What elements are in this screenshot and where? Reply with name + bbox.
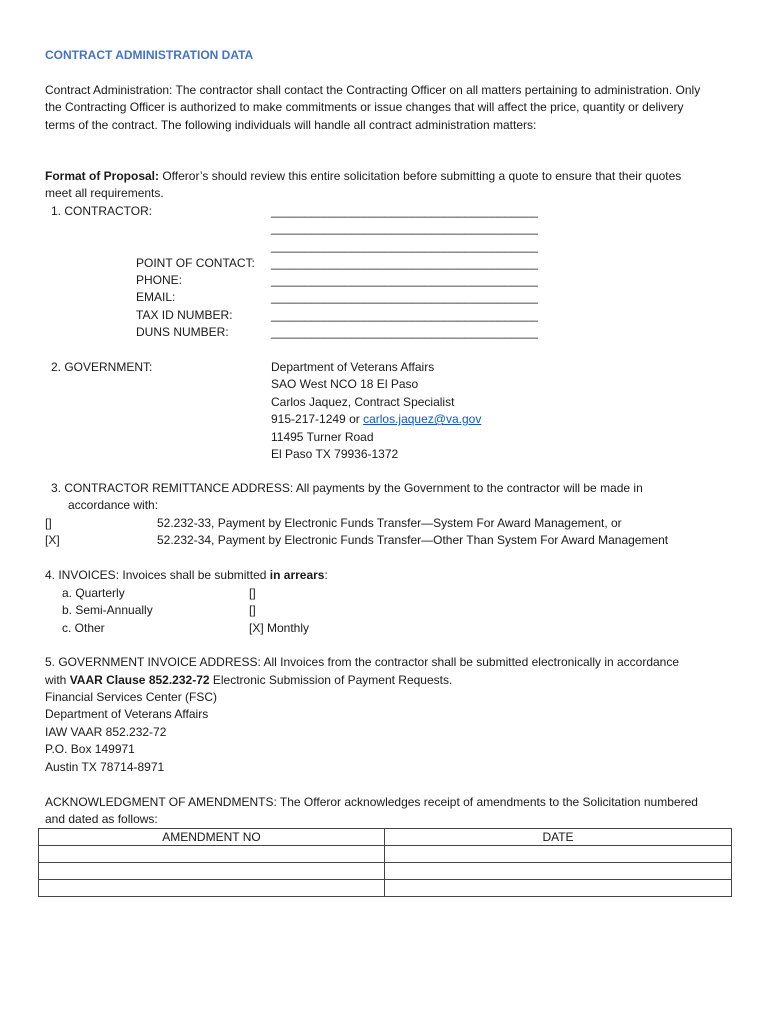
blank-point-of-contact: ________________________________________: [271, 256, 538, 270]
table-row: [39, 846, 732, 863]
invoice-option-semi-annually-mark: []: [249, 603, 256, 617]
remittance-line-2: accordance with:: [68, 498, 159, 512]
invoice-option-semi-annually: b. Semi-Annually: [62, 603, 153, 617]
field-point-of-contact: POINT OF CONTACT:: [136, 256, 255, 270]
gov-street: 11495 Turner Road: [271, 430, 374, 444]
table-row: [39, 863, 732, 880]
date-cell[interactable]: [385, 846, 732, 863]
table-header-row: [39, 829, 732, 846]
gov-agency: Department of Veterans Affairs: [271, 360, 435, 374]
page-title: CONTRACT ADMINISTRATION DATA: [45, 48, 254, 62]
fsc-po-box: P.O. Box 149971: [45, 742, 135, 756]
gov-office: SAO West NCO 18 El Paso: [271, 377, 419, 391]
gov-contact: Carlos Jaquez, Contract Specialist: [271, 395, 455, 409]
invoice-option-quarterly: a. Quarterly: [62, 586, 125, 600]
format-text: Offeror’s should review this entire solicitation before submitting a quote to ensure that their quotes meet all requirements.: [45, 169, 682, 201]
contractor-heading: 1. CONTRACTOR:: [51, 204, 153, 218]
invoices-heading-text: 4. INVOICES: Invoices shall be submitted: [45, 568, 270, 582]
invoice-option-other: c. Other: [62, 621, 105, 635]
contractor-blank-1: ________________________________________: [271, 204, 538, 218]
col-amendment-no: AMENDMENT NO: [39, 829, 385, 846]
blank-email: ________________________________________: [271, 290, 538, 304]
fsc-department: Department of Veterans Affairs: [45, 707, 209, 721]
fsc-city: Austin TX 78714-8971: [45, 760, 165, 774]
intro-paragraph: Contract Administration: The contractor shall contact the Contracting Officer on all matters pertaining to administration. Only the Contracting Officer is authorized to make commitments or issue changes that will affect the price, quantity or delivery terms of the contract. The following individuals will handle all contract administration matters:: [45, 83, 701, 132]
amendment-no-cell[interactable]: [39, 863, 385, 880]
amendments-table: [38, 828, 732, 897]
gov-phone-email: [271, 411, 481, 428]
vaar-clause: VAAR Clause 852.232-72: [69, 673, 210, 687]
invoice-address-post: Electronic Submission of Payment Requests.: [209, 673, 453, 687]
format-label: Format of Proposal:: [45, 169, 160, 183]
remittance-option-2-mark: [X]: [45, 533, 60, 547]
invoice-option-other-mark: [X] Monthly: [249, 621, 310, 635]
date-cell[interactable]: [385, 863, 732, 880]
field-duns: DUNS NUMBER:: [136, 325, 229, 339]
invoice-address-line-2: [45, 672, 452, 689]
field-tax-id: TAX ID NUMBER:: [136, 308, 233, 322]
invoices-heading: [45, 567, 328, 584]
remittance-line-1: 3. CONTRACTOR REMITTANCE ADDRESS: All payments by the Government to the contractor will be made in: [51, 481, 643, 495]
remittance-option-2-text: 52.232-34, Payment by Electronic Funds Transfer—Other Than System For Award Management: [157, 533, 669, 547]
invoice-option-quarterly-mark: []: [249, 586, 256, 600]
amendment-no-cell[interactable]: [39, 846, 385, 863]
blank-duns: ________________________________________: [271, 325, 538, 339]
acknowledgment-text: ACKNOWLEDGMENT OF AMENDMENTS: The Offeror acknowledges receipt of amendments to the Solicitation numbered and dated as follows:: [45, 795, 698, 827]
gov-email-link[interactable]: carlos.jaquez@va.gov: [363, 412, 482, 426]
invoice-address-pre: with: [45, 673, 70, 687]
remittance-option-1-mark: []: [45, 516, 52, 530]
invoices-heading-bold: in arrears: [269, 568, 325, 582]
table-row: [39, 880, 732, 897]
government-heading: 2. GOVERNMENT:: [51, 360, 153, 374]
gov-phone: 915-217-1249 or: [271, 412, 364, 426]
fsc-name: Financial Services Center (FSC): [45, 690, 218, 704]
col-date: DATE: [385, 829, 732, 846]
blank-tax-id: ________________________________________: [271, 308, 538, 322]
fsc-iaw: IAW VAAR 852.232-72: [45, 725, 167, 739]
invoices-heading-end: :: [324, 568, 328, 582]
remittance-option-1-text: 52.232-33, Payment by Electronic Funds Transfer—System For Award Management, or: [157, 516, 622, 530]
amendment-no-cell[interactable]: [39, 880, 385, 897]
field-phone: PHONE:: [136, 273, 183, 287]
gov-city: El Paso TX 79936-1372: [271, 447, 399, 461]
contractor-blank-2: ________________________________________: [271, 221, 538, 235]
date-cell[interactable]: [385, 880, 732, 897]
contractor-blank-3: ________________________________________: [271, 239, 538, 253]
invoice-address-line-1: 5. GOVERNMENT INVOICE ADDRESS: All Invoices from the contractor shall be submitted electronically in accordance: [45, 655, 680, 669]
format-of-proposal: [45, 168, 710, 203]
field-email: EMAIL:: [136, 290, 176, 304]
blank-phone: ________________________________________: [271, 273, 538, 287]
